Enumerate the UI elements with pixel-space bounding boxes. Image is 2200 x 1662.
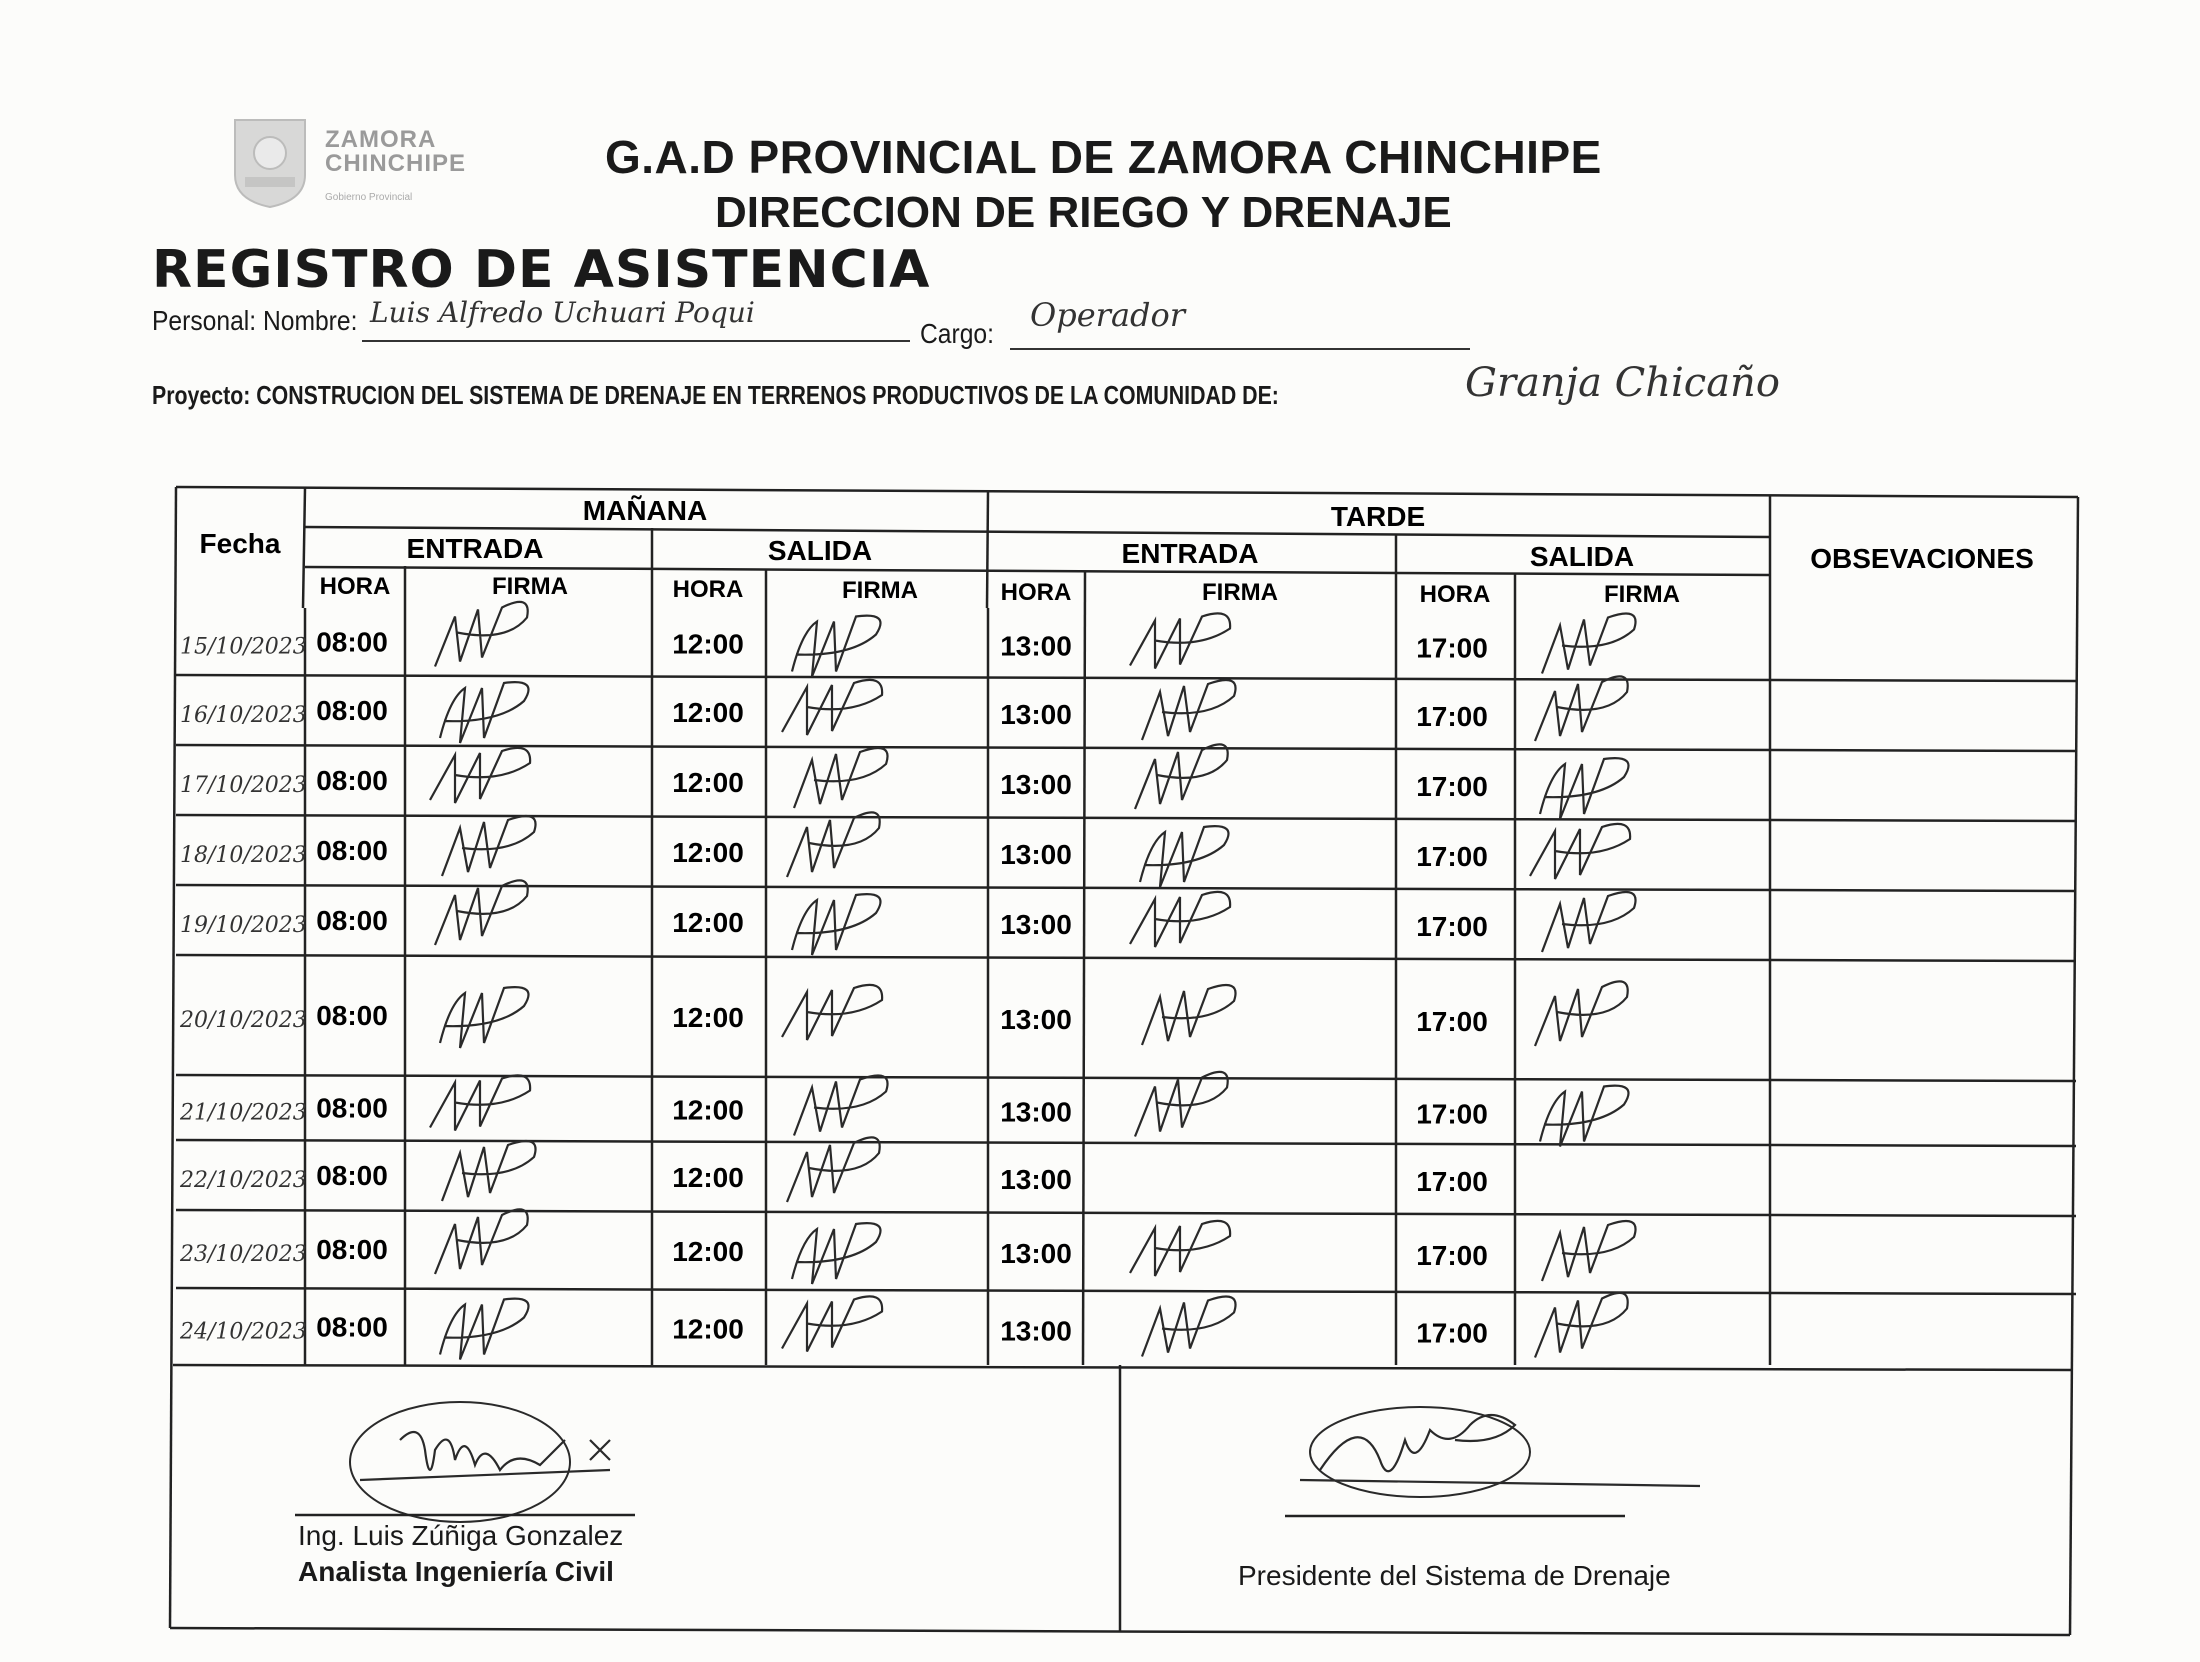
signature-mark <box>1135 744 1228 809</box>
personal-name-label: Personal: Nombre: <box>152 305 358 336</box>
signature-mark <box>1535 1293 1628 1358</box>
signature-mark <box>1542 892 1636 952</box>
signature-mark <box>1142 680 1236 740</box>
signature-mark <box>1130 1221 1230 1276</box>
firma-2: FIRMA <box>842 577 918 604</box>
hora-cell: 12:00 <box>672 1313 744 1345</box>
signature-mark <box>787 812 880 877</box>
hora-cell: 08:00 <box>316 695 388 726</box>
row-divider <box>176 1140 2076 1146</box>
hora-cell: 08:00 <box>316 905 388 936</box>
group-manana: MAÑANA <box>582 495 708 526</box>
date-handwritten: 21/10/2023 <box>180 1100 307 1126</box>
row-divider <box>176 815 2076 821</box>
signature-mark <box>1542 614 1636 674</box>
table-row <box>179 1072 1629 1147</box>
signature-mark <box>1542 1221 1636 1281</box>
signature-mark <box>1130 613 1230 668</box>
group-tarde: TARDE <box>1330 501 1426 532</box>
row-divider <box>176 955 2076 961</box>
table-row <box>180 602 1636 677</box>
hora-cell: 17:00 <box>1416 911 1488 942</box>
col-observaciones: OBSEVACIONES <box>1810 543 2034 574</box>
date-handwritten: 17/10/2023 <box>180 773 307 798</box>
signature-mark <box>1540 758 1629 819</box>
hora-cell: 17:00 <box>1416 1006 1488 1037</box>
hora-cell: 12:00 <box>672 628 744 660</box>
signature-mark <box>430 1075 530 1130</box>
hora-cell: 17:00 <box>1416 1240 1488 1271</box>
signature-mark <box>792 1223 881 1284</box>
date-handwritten: 19/10/2023 <box>180 913 307 938</box>
hora-cell: 08:00 <box>316 1000 388 1031</box>
project-label: Proyecto: CONSTRUCION DEL SISTEMA DE DRENAJE EN TERRENOS PRODUCTIVOS DE LA COMUNIDAD DE: <box>152 380 1279 410</box>
signature-mark <box>782 680 882 735</box>
date-handwritten: 16/10/2023 <box>180 703 307 728</box>
signer-left-role: Analista Ingeniería Civil <box>298 1556 614 1587</box>
signature-mark <box>440 987 529 1048</box>
hora-2: HORA <box>672 576 744 603</box>
hora-cell: 13:00 <box>1000 1164 1072 1195</box>
name-handwritten: Luis Alfredo Uchuari Poqui <box>370 296 755 329</box>
signature-mark <box>794 748 888 808</box>
hora-cell: 13:00 <box>1000 1004 1072 1035</box>
signature-mark <box>430 748 530 803</box>
hora-cell: 08:00 <box>316 1092 388 1124</box>
hora-cell: 12:00 <box>672 907 744 938</box>
signature-mark <box>1140 826 1229 887</box>
hora-cell: 17:00 <box>1416 1317 1488 1349</box>
signature-mark <box>792 616 881 677</box>
row-divider <box>176 1288 2076 1294</box>
date-handwritten: 20/10/2023 <box>180 1008 307 1033</box>
signature-right <box>1300 1407 1700 1497</box>
signature-mark <box>787 1137 880 1202</box>
manana-salida: SALIDA <box>767 535 873 566</box>
signer-left-name: Ing. Luis Zúñiga Gonzalez <box>298 1520 624 1551</box>
signature-mark <box>1135 1072 1228 1137</box>
date-handwritten: 23/10/2023 <box>180 1242 307 1267</box>
hora-cell: 08:00 <box>316 765 388 796</box>
date-handwritten: 22/10/2023 <box>180 1168 307 1193</box>
col-fecha: Fecha <box>199 528 281 559</box>
institution-logo: ZAMORA CHINCHIPE Gobierno Provincial <box>215 110 495 215</box>
firma-4: FIRMA <box>1604 581 1680 608</box>
signer-right-role: Presidente del Sistema de Drenaje <box>1238 1560 1671 1591</box>
signature-mark <box>440 1299 529 1360</box>
hora-cell: 08:00 <box>316 835 388 866</box>
hora-cell: 12:00 <box>672 1002 744 1033</box>
table-row <box>180 812 1630 887</box>
hora-cell: 13:00 <box>1000 909 1072 940</box>
signature-mark <box>442 816 536 876</box>
hora-cell: 17:00 <box>1416 1166 1488 1197</box>
hora-cell: 12:00 <box>672 1236 744 1267</box>
tarde-entrada: ENTRADA <box>1121 538 1259 569</box>
hora-cell: 13:00 <box>1000 769 1072 800</box>
firma-1: FIRMA <box>492 573 568 600</box>
date-handwritten: 18/10/2023 <box>180 843 307 868</box>
row-divider <box>176 885 2076 891</box>
table-row <box>179 1137 1488 1202</box>
row-divider <box>176 1210 2076 1216</box>
table-body <box>179 602 1636 1360</box>
hora-cell: 13:00 <box>1000 699 1072 730</box>
signature-mark <box>792 894 881 955</box>
signature-mark <box>1535 676 1628 741</box>
date-handwritten: 24/10/2023 <box>180 1319 307 1345</box>
hora-cell: 12:00 <box>672 837 744 868</box>
community-handwritten: Granja Chicaño <box>1465 360 1780 406</box>
manana-entrada: ENTRADA <box>406 533 544 564</box>
signature-left <box>350 1402 610 1522</box>
table-row <box>179 1209 1636 1284</box>
hora-cell: 13:00 <box>1000 839 1072 870</box>
date-handwritten: 15/10/2023 <box>180 634 307 660</box>
hora-cell: 08:00 <box>316 626 388 658</box>
hora-cell: 13:00 <box>1000 1096 1072 1128</box>
hora-cell: 17:00 <box>1416 841 1488 872</box>
form-title: REGISTRO DE ASISTENCIA <box>152 240 931 300</box>
hora-cell: 08:00 <box>316 1311 388 1343</box>
document-title: G.A.D PROVINCIAL DE ZAMORA CHINCHIPE <box>605 131 1602 183</box>
hora-cell: 12:00 <box>672 1094 744 1126</box>
hora-cell: 12:00 <box>672 767 744 798</box>
table-row <box>179 981 1628 1048</box>
signature-mark <box>1142 985 1236 1045</box>
signature-mark <box>435 602 528 667</box>
hora-cell: 12:00 <box>672 697 744 728</box>
hora-cell: 17:00 <box>1416 632 1488 664</box>
tarde-salida: SALIDA <box>1529 541 1635 572</box>
hora-cell: 08:00 <box>316 1234 388 1265</box>
table-row <box>180 880 1636 955</box>
cargo-label: Cargo: <box>920 318 994 349</box>
signature-mark <box>782 1296 882 1351</box>
hora-cell: 08:00 <box>316 1160 388 1191</box>
hora-4: HORA <box>1419 581 1491 608</box>
row-divider <box>176 675 2076 681</box>
signature-mark <box>1530 824 1630 879</box>
table-row <box>180 744 1629 819</box>
cargo-handwritten: Operador <box>1030 296 1186 334</box>
row-lines <box>176 675 2076 1294</box>
signature-mark <box>442 1141 536 1201</box>
row-divider <box>176 745 2076 751</box>
signature-mark <box>440 682 529 743</box>
hora-cell: 13:00 <box>1000 1315 1072 1347</box>
hora-cell: 17:00 <box>1416 701 1488 732</box>
signature-mark <box>1540 1086 1629 1147</box>
signature-mark <box>782 985 882 1040</box>
hora-3: HORA <box>1000 579 1072 606</box>
signature-mark <box>435 880 528 945</box>
hora-1: HORA <box>319 573 391 600</box>
hora-cell: 17:00 <box>1416 1098 1488 1130</box>
hora-cell: 13:00 <box>1000 630 1072 662</box>
table-row <box>180 676 1628 743</box>
signature-mark <box>1142 1297 1236 1357</box>
row-divider <box>176 1075 2076 1081</box>
signature-mark <box>794 1076 888 1136</box>
firma-3: FIRMA <box>1202 579 1278 606</box>
table-row <box>179 1293 1628 1360</box>
signature-mark <box>1535 981 1628 1046</box>
hora-cell: 12:00 <box>672 1162 744 1193</box>
hora-cell: 17:00 <box>1416 771 1488 802</box>
signature-mark <box>435 1209 528 1274</box>
signature-mark <box>1130 892 1230 947</box>
document-subtitle: DIRECCION DE RIEGO Y DRENAJE <box>715 188 1452 237</box>
hora-cell: 13:00 <box>1000 1238 1072 1269</box>
